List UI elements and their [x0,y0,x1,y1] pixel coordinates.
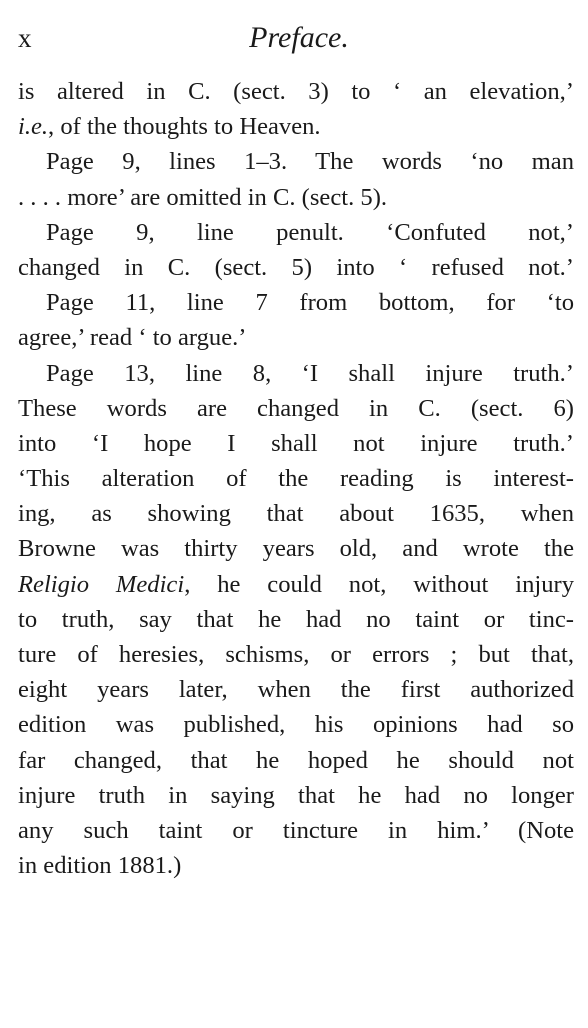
body-text [18,74,574,883]
page-number: x [18,23,32,53]
italic-abbreviation: i.e. [18,113,49,141]
text-line: edition was published, his opinions had so [18,711,574,739]
text-line: . . . . more’ are omitted in C. (sect. 5). [18,183,388,211]
running-head: Preface. [249,21,349,54]
text-line: far changed, that he hoped he should not [18,746,574,774]
text-line-rest: , he could not, without injury [184,570,574,598]
text-line: These words are changed in C. (sect. 6) [18,394,574,422]
text-line: ‘This alteration of the reading is interest- [18,465,574,493]
paragraph-start-line: Page 13, line 8, ‘I shall injure truth.’ [46,359,574,387]
paragraph-start-line: Page 9, lines 1–3. The words ‘no man [46,148,574,176]
text-line [18,109,574,144]
text-line: changed in C. (sect. 5) into ‘ refused not.’ [18,253,574,281]
text-line: into ‘I hope I shall not injure truth.’ [18,429,574,457]
text-line: any such taint or tincture in him.’ (Note [18,816,574,844]
text-line: ture of heresies, schisms, or errors ; but that, [18,641,574,668]
text-line: in edition 1881.) [18,852,182,880]
text-line: Browne was thirty years old, and wrote the [18,535,574,563]
page-header [18,18,570,58]
text-line [18,567,574,602]
text-line: injure truth in saying that he had no longer [18,781,574,809]
paragraph-start-line: Page 9, line penult. ‘Confuted not,’ [46,218,574,246]
text-line: eight years later, when the first authorized [18,676,574,704]
text-line: is altered in C. (sect. 3) to ‘ an elevation,’ [18,78,574,105]
italic-title: Religio Medici [18,570,185,598]
text-line: ing, as showing that about 1635, when [18,500,574,528]
text-line: agree,’ read ‘ to argue.’ [18,324,247,352]
text-line-rest: , of the thoughts to Heaven. [48,113,321,141]
text-line: to truth, say that he had no taint or tinc- [18,605,574,633]
paragraph-start-line: Page 11, line 7 from bottom, for ‘to [46,289,574,317]
